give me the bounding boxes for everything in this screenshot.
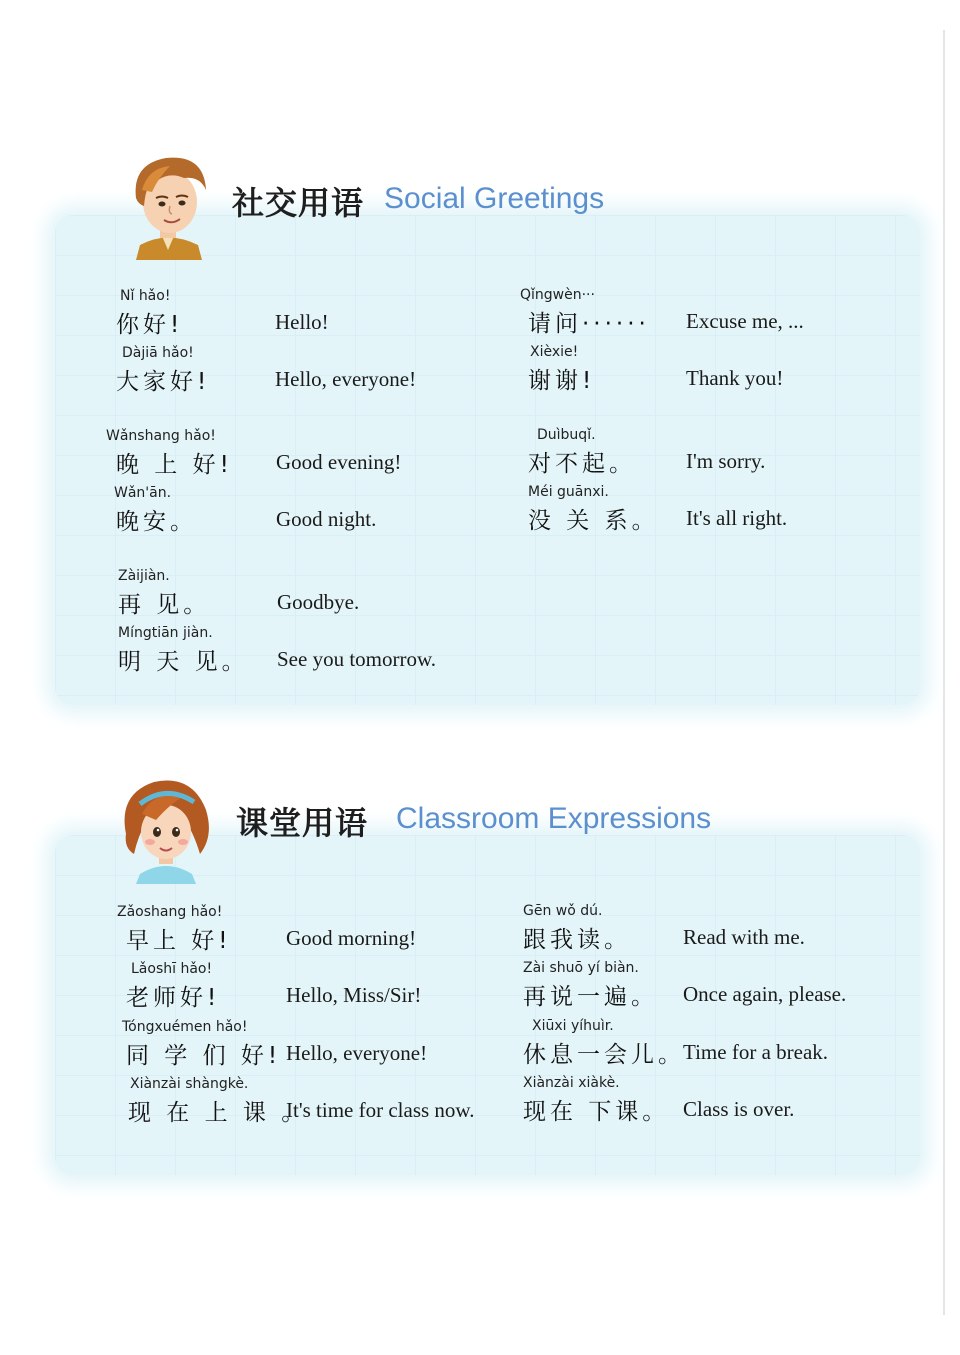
english-text: Excuse me, ... [686, 309, 804, 333]
chinese-text: 谢谢! [528, 368, 596, 394]
pinyin-text: Tóngxuémen hǎo! [122, 1019, 248, 1035]
english-text: It's time for class now. [286, 1098, 475, 1122]
chinese-text: 对不起。 [528, 451, 636, 477]
english-text: Good night. [276, 507, 377, 531]
pinyin-text: Zài shuō yí biàn. [523, 960, 639, 976]
chinese-text: 早上 好! [126, 928, 232, 954]
chinese-text: 老师好! [126, 985, 221, 1011]
pinyin-text: Xièxie! [530, 344, 579, 360]
english-text: See you tomorrow. [277, 647, 437, 671]
chinese-text: 再 见。 [118, 592, 211, 618]
pinyin-text: Zàijiàn. [118, 568, 170, 584]
pinyin-text: Xiànzài shàngkè. [130, 1076, 249, 1092]
chinese-text: 同 学 们 好! [126, 1043, 282, 1069]
section-title-english: Social Greetings [384, 182, 605, 215]
boy-avatar-icon [118, 150, 218, 260]
chinese-text: 现在 下课。 [523, 1099, 670, 1125]
girl-avatar-icon [114, 774, 218, 884]
english-text: It's all right. [686, 506, 788, 530]
chinese-text: 休息一会儿。 [523, 1042, 685, 1068]
english-text: Goodbye. [277, 590, 360, 614]
english-text: Hello, everyone! [275, 367, 417, 391]
pinyin-text: Zǎoshang hǎo! [117, 904, 223, 920]
pinyin-text: Qǐngwèn··· [520, 287, 595, 303]
classroom-expressions-section [0, 770, 960, 1180]
chinese-text: 没 关 系。 [528, 508, 659, 534]
english-text: Once again, please. [683, 982, 847, 1006]
pinyin-text: Gēn wǒ dú. [523, 903, 603, 919]
section-title-chinese: 社交用语 [232, 184, 365, 222]
chinese-text: 跟我读。 [523, 927, 631, 953]
pinyin-text: Xiànzài xiàkè. [523, 1075, 620, 1091]
chinese-text: 明 天 见。 [118, 649, 249, 675]
english-text: Hello, Miss/Sir! [286, 983, 422, 1007]
english-text: Time for a break. [683, 1040, 829, 1064]
section-title-english: Classroom Expressions [396, 802, 712, 835]
chinese-text: 请问······ [528, 311, 650, 337]
english-text: Good morning! [286, 926, 417, 950]
pinyin-text: Wǎnshang hǎo! [106, 428, 216, 444]
english-text: Read with me. [683, 925, 805, 949]
pinyin-text: Xiūxi yíhuìr. [532, 1018, 614, 1034]
pinyin-text: Dàjiā hǎo! [122, 345, 194, 361]
english-text: Thank you! [686, 366, 784, 390]
pinyin-text: Míngtiān jiàn. [118, 625, 213, 641]
english-text: Good evening! [276, 450, 402, 474]
pinyin-text: Duìbuqǐ. [537, 427, 596, 443]
chinese-text: 现 在 上 课 。 [128, 1100, 309, 1126]
english-text: Hello, everyone! [286, 1041, 428, 1065]
chinese-text: 大家好! [116, 369, 211, 395]
chinese-text: 晚 上 好! [116, 452, 233, 478]
english-text: Class is over. [683, 1097, 795, 1121]
pinyin-text: Méi guānxi. [528, 484, 609, 500]
chinese-text: 你好! [116, 312, 184, 338]
social-greetings-section [0, 150, 960, 710]
pinyin-text: Lǎoshī hǎo! [131, 961, 213, 977]
pinyin-text: Wǎn'ān. [114, 485, 172, 501]
english-text: I'm sorry. [686, 449, 766, 473]
english-text: Hello! [275, 310, 329, 334]
chinese-text: 再说一遍。 [523, 984, 658, 1010]
section-title-chinese: 课堂用语 [236, 804, 369, 842]
pinyin-text: Nǐ hǎo! [120, 288, 171, 304]
chinese-text: 晚安。 [116, 509, 197, 535]
